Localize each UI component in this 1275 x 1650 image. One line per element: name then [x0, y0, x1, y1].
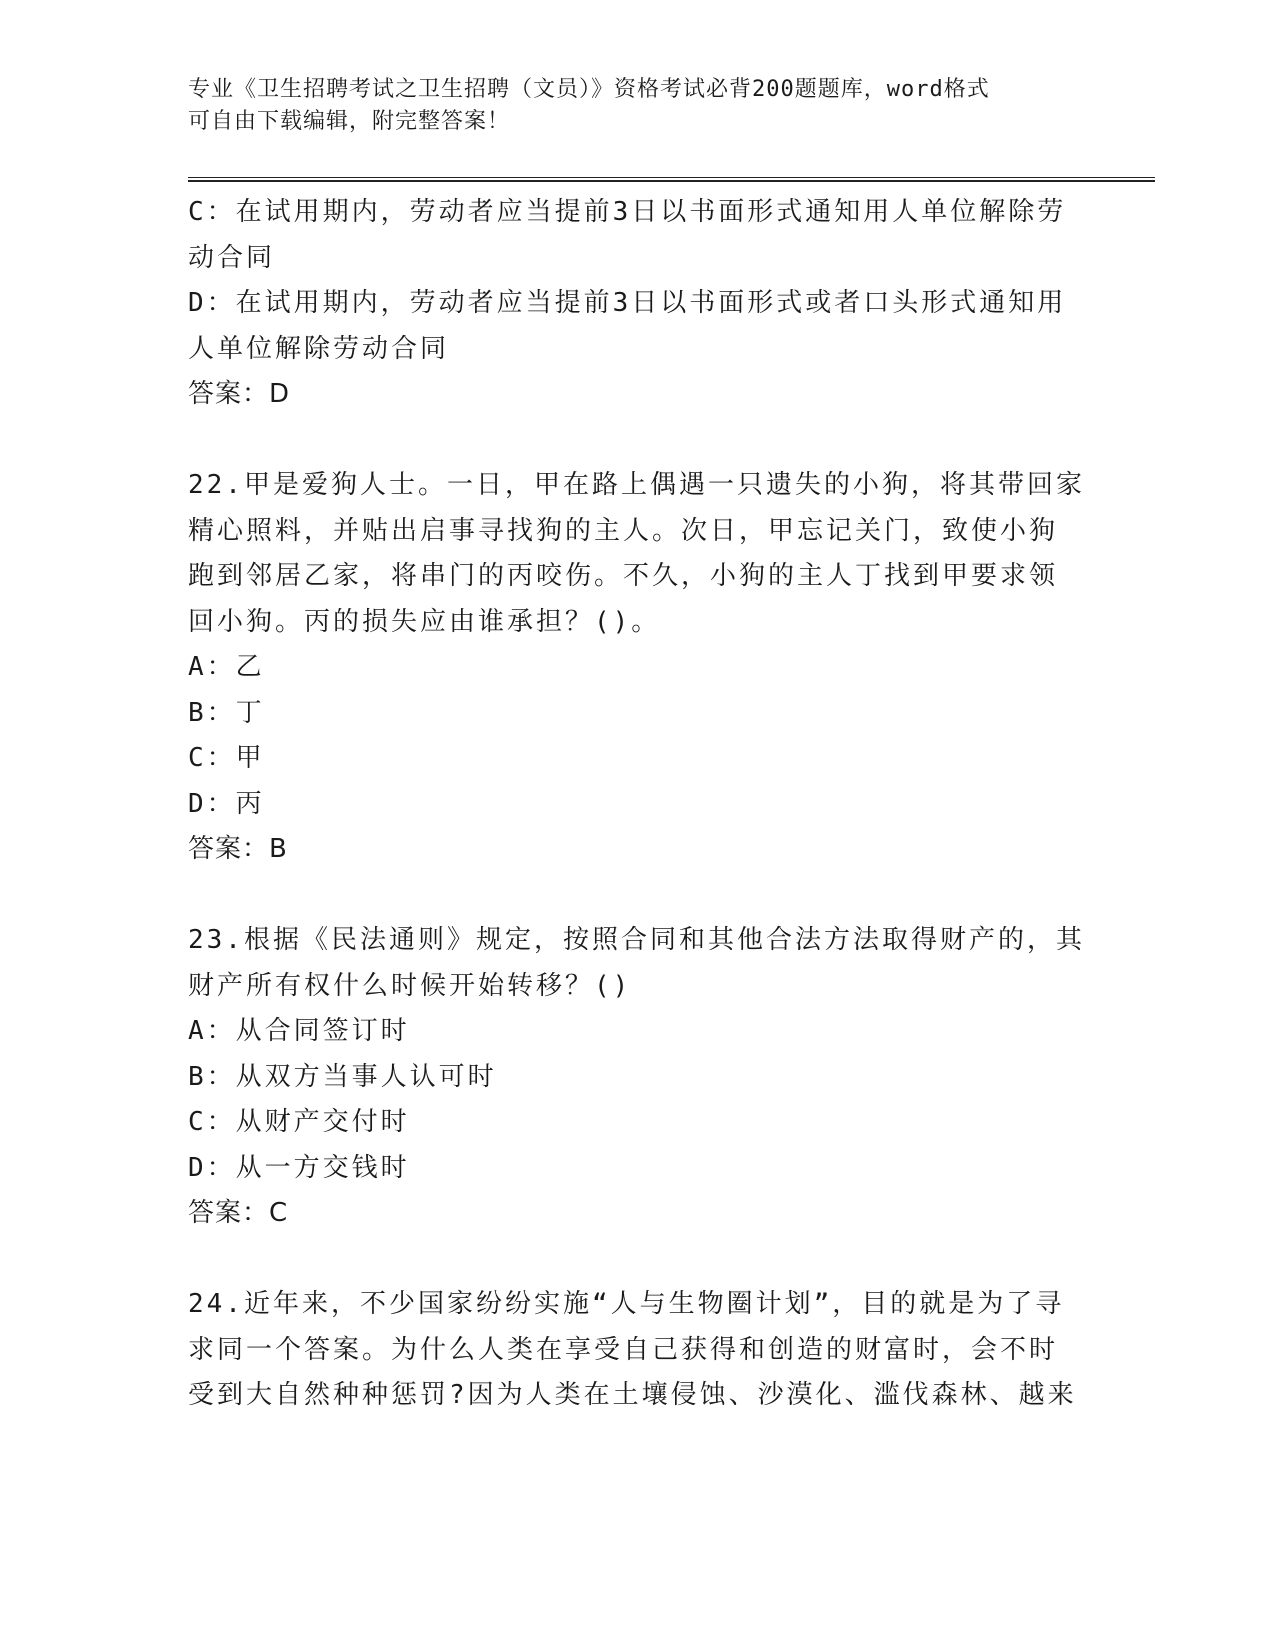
- question-21-tail: [188, 190, 1088, 418]
- option-a: A：乙: [188, 652, 265, 682]
- question-24-line-2: 求同一个答案。为什么人类在享受自己获得和创造的财富时，会不时: [188, 1334, 1059, 1365]
- question-22-line-4: 回小狗。丙的损失应由谁承担？()。: [188, 606, 661, 637]
- option-c: C：从财产交付时: [188, 1107, 410, 1137]
- option-a: A：从合同签订时: [188, 1016, 410, 1046]
- option-d: D：丙: [188, 788, 265, 819]
- option-d: D：从一方交钱时: [188, 1152, 410, 1183]
- header-line-1: 专业《卫生招聘考试之卫生招聘（文员）》资格考试必背200题题库，word格式: [188, 77, 990, 102]
- question-24-line-3: 受到大自然种种惩罚?因为人类在土壤侵蚀、沙漠化、滥伐森林、越来: [188, 1380, 1077, 1410]
- option-b: B：丁: [188, 697, 265, 728]
- option-c-line-1: C：在试用期内，劳动者应当提前3日以书面形式通知用人单位解除劳: [188, 197, 1067, 227]
- spacer: [188, 873, 1088, 919]
- question-22-line-2: 精心照料，并贴出启事寻找狗的主人。次日，甲忘记关门，致使小狗: [188, 515, 1059, 546]
- question-24: [188, 1282, 1088, 1419]
- option-c: C：甲: [188, 743, 265, 773]
- header-line-2: 可自由下载编辑，附完整答案！: [188, 109, 511, 134]
- question-23-line-1: 23.根据《民法通则》规定，按照合同和其他合法方法取得财产的，其: [188, 925, 1085, 955]
- answer-21: 答案：D: [188, 379, 291, 409]
- option-d-line-1: D：在试用期内，劳动者应当提前3日以书面形式或者口头形式通知用: [188, 288, 1067, 318]
- spacer: [188, 418, 1088, 464]
- question-22: [188, 463, 1088, 873]
- header-divider: [188, 177, 1155, 182]
- option-d-line-2: 人单位解除劳动合同: [188, 333, 450, 364]
- option-b: B：从双方当事人认可时: [188, 1061, 497, 1092]
- question-22-line-1: 22.甲是爱狗人士。一日，甲在路上偶遇一只遗失的小狗，将其带回家: [188, 470, 1085, 500]
- question-24-line-1: 24.近年来，不少国家纷纷实施“人与生物圈计划”，目的就是为了寻: [188, 1289, 1065, 1319]
- question-22-line-3: 跑到邻居乙家，将串门的丙咬伤。不久，小狗的主人丁找到甲要求领: [188, 561, 1059, 591]
- answer-22: 答案：B: [188, 834, 288, 864]
- question-23-line-2: 财产所有权什么时候开始转移？(): [188, 970, 632, 1001]
- option-c-line-2: 动合同: [188, 242, 276, 273]
- answer-23: 答案：C: [188, 1198, 289, 1228]
- document-body: [188, 190, 1088, 1419]
- question-23: [188, 918, 1088, 1237]
- document-header: [188, 74, 1088, 138]
- spacer: [188, 1237, 1088, 1283]
